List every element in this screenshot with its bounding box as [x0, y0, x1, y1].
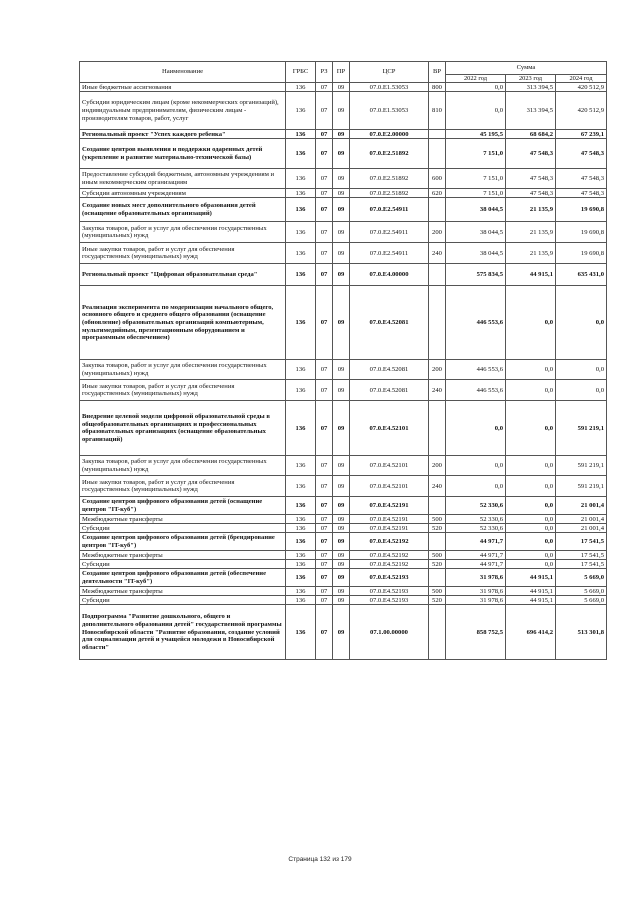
table-row	[80, 533, 607, 551]
cell-grbs: 136	[286, 596, 316, 605]
cell-grbs: 136	[286, 497, 316, 515]
cell-pr: 09	[333, 605, 350, 660]
cell-csr: 07.0.E2.54911	[350, 243, 429, 264]
cell-name: Иные закупки товаров, работ и услуг для обеспечения государственных (муниципальных) нужд	[80, 243, 286, 264]
cell-vr: 200	[429, 456, 446, 476]
cell-rz: 07	[316, 456, 333, 476]
cell-s2022: 0,0	[446, 456, 506, 476]
cell-rz: 07	[316, 533, 333, 551]
header-year-2023: 2023 год	[506, 75, 556, 83]
header-sum: Сумма	[446, 62, 607, 75]
cell-name: Закупка товаров, работ и услуг для обеспечения государственных (муниципальных) нужд	[80, 456, 286, 476]
cell-pr: 09	[333, 380, 350, 401]
cell-vr: 500	[429, 587, 446, 596]
cell-csr: 07.0.E2.54911	[350, 222, 429, 243]
table-row	[80, 569, 607, 587]
cell-grbs: 136	[286, 92, 316, 130]
cell-name: Иные закупки товаров, работ и услуг для обеспечения государственных (муниципальных) нужд	[80, 476, 286, 497]
cell-vr: 520	[429, 524, 446, 533]
cell-name: Внедрение целевой модели цифровой образовательной среды в общеобразовательных организациях и профессиональных образовательных организациях (оснащение образовательных организаций)	[80, 401, 286, 456]
cell-csr: 07.0.E4.52193	[350, 596, 429, 605]
cell-s2022: 44 971,7	[446, 551, 506, 560]
cell-s2024: 17 541,5	[556, 560, 607, 569]
cell-rz: 07	[316, 401, 333, 456]
cell-vr: 200	[429, 360, 446, 380]
cell-vr	[429, 130, 446, 139]
cell-grbs: 136	[286, 515, 316, 524]
cell-s2022: 38 044,5	[446, 243, 506, 264]
cell-s2024: 5 669,0	[556, 596, 607, 605]
cell-pr: 09	[333, 286, 350, 360]
cell-s2024: 47 548,3	[556, 169, 607, 189]
cell-csr: 07.0.E4.52192	[350, 551, 429, 560]
header-grbs: ГРБС	[286, 62, 316, 83]
cell-csr: 07.0.E2.00000	[350, 130, 429, 139]
cell-pr: 09	[333, 92, 350, 130]
header-csr: ЦСР	[350, 62, 429, 83]
cell-pr: 09	[333, 587, 350, 596]
table-row	[80, 476, 607, 497]
header-pr: ПР	[333, 62, 350, 83]
cell-s2023: 0,0	[506, 476, 556, 497]
cell-vr: 520	[429, 560, 446, 569]
cell-s2024: 17 541,5	[556, 551, 607, 560]
cell-grbs: 136	[286, 533, 316, 551]
table-row	[80, 587, 607, 596]
cell-vr: 520	[429, 596, 446, 605]
cell-vr: 620	[429, 189, 446, 198]
cell-s2023: 0,0	[506, 497, 556, 515]
cell-csr: 07.0.E4.52193	[350, 587, 429, 596]
cell-rz: 07	[316, 569, 333, 587]
cell-csr: 07.0.E4.52191	[350, 497, 429, 515]
page-number: Страница 132 из 179	[288, 856, 352, 863]
cell-pr: 09	[333, 264, 350, 286]
cell-pr: 09	[333, 139, 350, 169]
cell-vr	[429, 605, 446, 660]
cell-s2022: 0,0	[446, 401, 506, 456]
cell-vr	[429, 264, 446, 286]
cell-rz: 07	[316, 560, 333, 569]
cell-pr: 09	[333, 569, 350, 587]
cell-name: Реализация эксперимента по модернизации начального общего, основного общего и среднего общего образования (оснащение (обновление) образовательных организаций компьютерным, мультимедийным, презентационным оборудованием и программным обеспечением)	[80, 286, 286, 360]
table-row	[80, 401, 607, 456]
cell-vr: 810	[429, 92, 446, 130]
cell-name: Иные закупки товаров, работ и услуг для обеспечения государственных (муниципальных) нужд	[80, 380, 286, 401]
cell-s2024: 19 690,8	[556, 243, 607, 264]
cell-name: Закупка товаров, работ и услуг для обеспечения государственных (муниципальных) нужд	[80, 222, 286, 243]
cell-s2024: 19 690,8	[556, 198, 607, 222]
cell-grbs: 136	[286, 130, 316, 139]
cell-csr: 07.0.E2.51892	[350, 139, 429, 169]
cell-name: Субсидии автономным учреждениям	[80, 189, 286, 198]
cell-name: Межбюджетные трансферты	[80, 515, 286, 524]
cell-name: Иные бюджетные ассигнования	[80, 83, 286, 92]
header-year-2024: 2024 год	[556, 75, 607, 83]
cell-s2022: 45 195,5	[446, 130, 506, 139]
table-row	[80, 560, 607, 569]
cell-pr: 09	[333, 401, 350, 456]
cell-vr	[429, 533, 446, 551]
cell-s2023: 47 548,3	[506, 139, 556, 169]
cell-s2022: 446 553,6	[446, 286, 506, 360]
cell-csr: 07.0.E2.51892	[350, 169, 429, 189]
cell-pr: 09	[333, 243, 350, 264]
cell-pr: 09	[333, 560, 350, 569]
cell-s2022: 0,0	[446, 92, 506, 130]
cell-name: Региональный проект "Успех каждого ребенка"	[80, 130, 286, 139]
cell-grbs: 136	[286, 560, 316, 569]
cell-vr: 200	[429, 222, 446, 243]
cell-s2022: 52 330,6	[446, 497, 506, 515]
table-row	[80, 189, 607, 198]
table-row	[80, 139, 607, 169]
cell-csr: 07.0.E4.52081	[350, 360, 429, 380]
table-row	[80, 596, 607, 605]
cell-name: Региональный проект "Цифровая образовательная среда"	[80, 264, 286, 286]
cell-csr: 07.0.E1.53053	[350, 83, 429, 92]
cell-s2022: 31 978,6	[446, 569, 506, 587]
cell-vr: 240	[429, 380, 446, 401]
cell-s2022: 0,0	[446, 83, 506, 92]
cell-csr: 07.0.E2.51892	[350, 189, 429, 198]
budget-table	[79, 61, 607, 660]
cell-pr: 09	[333, 551, 350, 560]
cell-vr: 240	[429, 476, 446, 497]
table-row	[80, 83, 607, 92]
table-row	[80, 198, 607, 222]
cell-rz: 07	[316, 515, 333, 524]
cell-grbs: 136	[286, 569, 316, 587]
cell-grbs: 136	[286, 524, 316, 533]
table-row	[80, 456, 607, 476]
cell-s2024: 5 669,0	[556, 587, 607, 596]
cell-s2024: 635 431,0	[556, 264, 607, 286]
cell-s2023: 0,0	[506, 360, 556, 380]
cell-rz: 07	[316, 198, 333, 222]
cell-s2023: 0,0	[506, 560, 556, 569]
cell-csr: 07.1.00.00000	[350, 605, 429, 660]
cell-grbs: 136	[286, 587, 316, 596]
cell-s2024: 47 548,3	[556, 189, 607, 198]
cell-s2023: 313 394,5	[506, 92, 556, 130]
cell-s2022: 52 330,6	[446, 515, 506, 524]
cell-s2022: 858 752,5	[446, 605, 506, 660]
cell-rz: 07	[316, 286, 333, 360]
cell-rz: 07	[316, 380, 333, 401]
cell-s2024: 17 541,5	[556, 533, 607, 551]
cell-grbs: 136	[286, 286, 316, 360]
cell-pr: 09	[333, 130, 350, 139]
cell-rz: 07	[316, 83, 333, 92]
cell-name: Межбюджетные трансферты	[80, 551, 286, 560]
header-name: Наименование	[80, 62, 286, 83]
cell-s2024: 591 219,1	[556, 476, 607, 497]
cell-s2024: 21 001,4	[556, 524, 607, 533]
cell-s2024: 591 219,1	[556, 456, 607, 476]
cell-s2022: 7 151,0	[446, 189, 506, 198]
cell-pr: 09	[333, 533, 350, 551]
cell-vr: 800	[429, 83, 446, 92]
cell-s2024: 19 690,8	[556, 222, 607, 243]
cell-s2022: 446 553,6	[446, 360, 506, 380]
cell-pr: 09	[333, 189, 350, 198]
cell-s2023: 44 915,1	[506, 587, 556, 596]
cell-csr: 07.0.E4.52193	[350, 569, 429, 587]
cell-s2023: 696 414,2	[506, 605, 556, 660]
cell-csr: 07.0.E4.52191	[350, 515, 429, 524]
table-row	[80, 243, 607, 264]
cell-pr: 09	[333, 456, 350, 476]
cell-s2023: 0,0	[506, 401, 556, 456]
cell-s2023: 21 135,9	[506, 198, 556, 222]
cell-pr: 09	[333, 198, 350, 222]
cell-csr: 07.0.E4.52101	[350, 456, 429, 476]
cell-grbs: 136	[286, 605, 316, 660]
table-row	[80, 380, 607, 401]
cell-pr: 09	[333, 83, 350, 92]
cell-rz: 07	[316, 92, 333, 130]
table-row	[80, 264, 607, 286]
cell-csr: 07.0.E4.52192	[350, 533, 429, 551]
cell-s2022: 446 553,6	[446, 380, 506, 401]
cell-s2022: 575 834,5	[446, 264, 506, 286]
cell-grbs: 136	[286, 222, 316, 243]
cell-s2022: 44 971,7	[446, 560, 506, 569]
cell-grbs: 136	[286, 360, 316, 380]
cell-s2024: 47 548,3	[556, 139, 607, 169]
table-row	[80, 551, 607, 560]
cell-s2024: 5 669,0	[556, 569, 607, 587]
cell-vr: 500	[429, 515, 446, 524]
cell-vr	[429, 139, 446, 169]
cell-pr: 09	[333, 596, 350, 605]
cell-s2022: 7 151,0	[446, 139, 506, 169]
header-year-2022: 2022 год	[446, 75, 506, 83]
cell-rz: 07	[316, 605, 333, 660]
cell-csr: 07.0.E4.52101	[350, 476, 429, 497]
cell-name: Предоставление субсидий бюджетным, автономным учреждениям и иным некоммерческим организациям	[80, 169, 286, 189]
table-row	[80, 515, 607, 524]
table-header	[80, 62, 607, 83]
cell-rz: 07	[316, 596, 333, 605]
cell-name: Подпрограмма "Развитие дошкольного, общего и дополнительного образования детей" государственной программы Новосибирской области "Развитие образования, создание условий для социализации детей и учащейся молодежи в Новосибирской области"	[80, 605, 286, 660]
cell-s2024: 21 001,4	[556, 515, 607, 524]
cell-name: Закупка товаров, работ и услуг для обеспечения государственных (муниципальных) нужд	[80, 360, 286, 380]
cell-name: Создание центров цифрового образования детей (брендирование центров "IT-куб")	[80, 533, 286, 551]
cell-rz: 07	[316, 169, 333, 189]
cell-pr: 09	[333, 169, 350, 189]
cell-grbs: 136	[286, 264, 316, 286]
cell-vr	[429, 286, 446, 360]
cell-grbs: 136	[286, 456, 316, 476]
cell-grbs: 136	[286, 476, 316, 497]
cell-name: Межбюджетные трансферты	[80, 587, 286, 596]
cell-pr: 09	[333, 497, 350, 515]
cell-s2024: 420 512,9	[556, 83, 607, 92]
cell-rz: 07	[316, 222, 333, 243]
cell-s2022: 38 044,5	[446, 222, 506, 243]
cell-s2022: 7 151,0	[446, 169, 506, 189]
cell-csr: 07.0.E4.52191	[350, 524, 429, 533]
cell-rz: 07	[316, 587, 333, 596]
cell-s2023: 21 135,9	[506, 222, 556, 243]
cell-vr	[429, 401, 446, 456]
table-row	[80, 497, 607, 515]
cell-grbs: 136	[286, 380, 316, 401]
cell-s2024: 513 301,8	[556, 605, 607, 660]
cell-s2022: 31 978,6	[446, 596, 506, 605]
cell-s2023: 313 394,5	[506, 83, 556, 92]
cell-s2023: 21 135,9	[506, 243, 556, 264]
cell-rz: 07	[316, 130, 333, 139]
cell-name: Создание центров выявления и поддержки одаренных детей (укрепление и развитие материально-технической базы)	[80, 139, 286, 169]
header-rz: РЗ	[316, 62, 333, 83]
cell-csr: 07.0.E4.52081	[350, 380, 429, 401]
cell-csr: 07.0.E4.52192	[350, 560, 429, 569]
cell-s2023: 44 915,1	[506, 264, 556, 286]
cell-csr: 07.0.E2.54911	[350, 198, 429, 222]
cell-s2024: 67 239,1	[556, 130, 607, 139]
cell-grbs: 136	[286, 401, 316, 456]
cell-s2024: 0,0	[556, 360, 607, 380]
cell-name: Создание центров цифрового образования детей (обеспечение деятельности "IT-куб")	[80, 569, 286, 587]
cell-grbs: 136	[286, 169, 316, 189]
table-row	[80, 130, 607, 139]
cell-s2022: 44 971,7	[446, 533, 506, 551]
cell-csr: 07.0.E4.00000	[350, 264, 429, 286]
cell-grbs: 136	[286, 189, 316, 198]
cell-vr: 600	[429, 169, 446, 189]
table-row	[80, 222, 607, 243]
cell-s2023: 47 548,3	[506, 189, 556, 198]
cell-name: Создание центров цифрового образования детей (оснащение центров "IT-куб")	[80, 497, 286, 515]
cell-name: Субсидии	[80, 560, 286, 569]
cell-grbs: 136	[286, 198, 316, 222]
cell-s2023: 0,0	[506, 286, 556, 360]
cell-pr: 09	[333, 515, 350, 524]
cell-s2023: 44 915,1	[506, 596, 556, 605]
cell-s2023: 0,0	[506, 515, 556, 524]
cell-s2022: 31 978,6	[446, 587, 506, 596]
cell-s2024: 591 219,1	[556, 401, 607, 456]
table-row	[80, 169, 607, 189]
cell-s2023: 0,0	[506, 524, 556, 533]
cell-rz: 07	[316, 524, 333, 533]
cell-rz: 07	[316, 264, 333, 286]
cell-rz: 07	[316, 551, 333, 560]
table-row	[80, 92, 607, 130]
cell-grbs: 136	[286, 139, 316, 169]
header-vr: ВР	[429, 62, 446, 83]
cell-s2023: 0,0	[506, 456, 556, 476]
cell-rz: 07	[316, 360, 333, 380]
cell-csr: 07.0.E1.53053	[350, 92, 429, 130]
cell-name: Создание новых мест дополнительного образования детей (оснащение образовательных организаций)	[80, 198, 286, 222]
cell-grbs: 136	[286, 83, 316, 92]
cell-pr: 09	[333, 360, 350, 380]
cell-s2023: 47 548,3	[506, 169, 556, 189]
cell-s2023: 44 915,1	[506, 569, 556, 587]
cell-s2023: 0,0	[506, 533, 556, 551]
cell-s2022: 38 044,5	[446, 198, 506, 222]
cell-grbs: 136	[286, 243, 316, 264]
cell-rz: 07	[316, 476, 333, 497]
cell-s2024: 420 512,9	[556, 92, 607, 130]
table-row	[80, 605, 607, 660]
cell-name: Субсидии	[80, 524, 286, 533]
table-row	[80, 360, 607, 380]
cell-vr: 240	[429, 243, 446, 264]
cell-s2024: 0,0	[556, 380, 607, 401]
table-row	[80, 286, 607, 360]
cell-rz: 07	[316, 243, 333, 264]
cell-rz: 07	[316, 189, 333, 198]
cell-s2023: 68 684,2	[506, 130, 556, 139]
cell-s2023: 0,0	[506, 380, 556, 401]
cell-s2024: 0,0	[556, 286, 607, 360]
cell-name: Субсидии юридическим лицам (кроме некоммерческих организаций), индивидуальным предпринимателям, физическим лицам - производителям товаров, работ, услуг	[80, 92, 286, 130]
cell-csr: 07.0.E4.52101	[350, 401, 429, 456]
cell-rz: 07	[316, 139, 333, 169]
cell-pr: 09	[333, 524, 350, 533]
cell-pr: 09	[333, 222, 350, 243]
table-row	[80, 524, 607, 533]
cell-rz: 07	[316, 497, 333, 515]
table-body	[80, 83, 607, 660]
cell-vr	[429, 569, 446, 587]
cell-csr: 07.0.E4.52081	[350, 286, 429, 360]
cell-vr: 500	[429, 551, 446, 560]
cell-s2024: 21 001,4	[556, 497, 607, 515]
cell-grbs: 136	[286, 551, 316, 560]
cell-pr: 09	[333, 476, 350, 497]
cell-name: Субсидии	[80, 596, 286, 605]
cell-s2022: 0,0	[446, 476, 506, 497]
cell-s2023: 0,0	[506, 551, 556, 560]
cell-s2022: 52 330,6	[446, 524, 506, 533]
cell-vr	[429, 198, 446, 222]
cell-vr	[429, 497, 446, 515]
